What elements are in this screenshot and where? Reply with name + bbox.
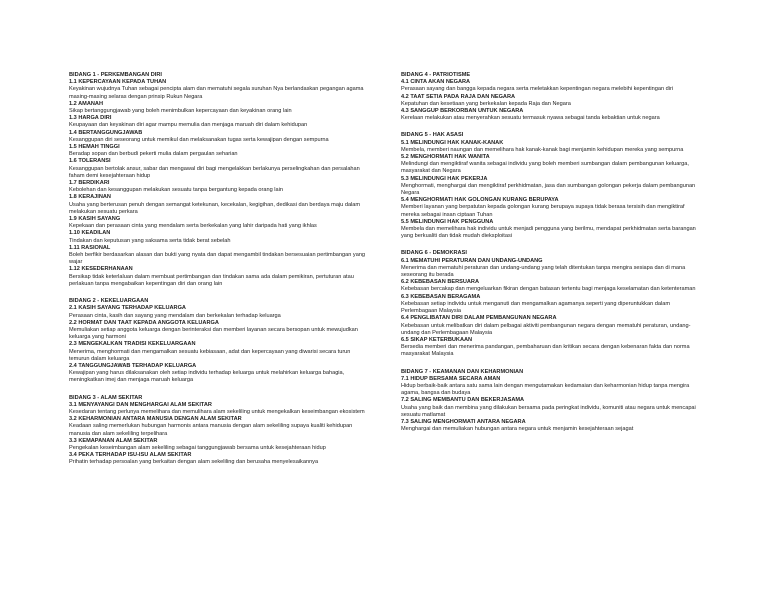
item-title: 2.3 MENGEKALKAN TRADISI KEKELUARGAAN (69, 341, 196, 348)
section-title: BIDANG 6 - DEMOKRASI (401, 250, 467, 257)
item-description: Tindakan dan keputusan yang saksama serta tidak berat sebelah (69, 237, 231, 244)
item-description: Kepekaan dan perasaan cinta yang mendalam serta berkekalan yang lahir daripada hati yang ikhlas (69, 223, 317, 230)
item-description: Kesanggupan diri seseorang untuk memikul dan melaksanakan tugas serta kewajipan dengan sempurna (69, 136, 329, 143)
item-title: 1.9 KASIH SAYANG (69, 216, 121, 223)
item-description: Perasaan cinta, kasih dan sayang yang mendalam dan berkekalan terhadap keluarga (69, 312, 281, 319)
item-description: Memuliakan setiap anggota keluarga dengan berinteraksi dan memberi layanan secara bersopan untuk mewujudkan keluarga yang harmoni (69, 326, 358, 341)
section-title: BIDANG 2 - KEKELUARGAAN (69, 298, 149, 305)
section-bidang-4 (401, 72, 701, 122)
item-description: Keadaan saling memerlukan hubungan harmonis antara manusia dengan alam sekeliling supaya kualiti kehidupan manusia dan alam sekeliling terpelihara (69, 423, 353, 437)
item-title: 3.2 KEHARMONIAN ANTARA MANUSIA DENGAN ALAM SEKITAR (69, 416, 242, 423)
section-bidang-7 (401, 369, 701, 434)
item-description: Melindungi dan mengiktiraf wanita sebagai individu yang boleh memberi sumbangan dalam pembangunan keluarga, masyarakat dan Negara (401, 161, 689, 175)
item-description: Usaha yang baik dan membina yang dilakukan bersama pada peringkat individu, komuniti atau negara untuk mencapai sesuatu matlamat (401, 404, 696, 418)
item-description: Kepatuhan dan kesetiaan yang berkekalan kepada Raja dan Negara (401, 100, 571, 107)
item-title: 4.1 CINTA AKAN NEGARA (401, 79, 471, 86)
section-title: BIDANG 3 - ALAM SEKITAR (69, 394, 143, 401)
item-title: 3.1 MENYAYANGI DAN MENGHARGAI ALAM SEKITAR (69, 401, 212, 408)
item-title: 5.4 MENGHORMATI HAK GOLONGAN KURANG BERUPAYA (401, 197, 559, 204)
item-description: Beradap sopan dan berbudi pekerti mulia dalam pergaulan seharian (69, 151, 238, 158)
section-title: BIDANG 1 - PERKEMBANGAN DIRI (69, 72, 162, 78)
item-description: Boleh berfikir berdasarkan alasan dan bukti yang nyata dan dapat mengambil tindakan bersesuaian pertimbangan yang wajar (69, 252, 366, 266)
item-description: Perasaan sayang dan bangga kepada negara serta meletakkan kepentingan negara melebihi kepentingan diri (401, 86, 674, 93)
item-description: Menerima dan mematuhi peraturan dan undang-undang yang telah ditentukan tanpa mengira sesiapa dan di mana seseorang itu berada (401, 264, 686, 279)
item-title: 5.3 MELINDUNGI HAK PEKERJA (401, 175, 488, 182)
item-description: Menghormati, menghargai dan mengiktiraf perkhidmatan, jasa dan sumbangan golongan pekerja dalam pembangunan Negara (401, 182, 696, 197)
item-title: 1.1 KEPERCAYAAN KEPADA TUHAN (69, 79, 167, 86)
section-bidang-1 (69, 72, 369, 288)
item-description: Hidup berbaik-baik antara satu sama lain dengan mengutamakan kedamaian dan keharmonian hidup tanpa mengira agama, bangsa dan budaya (401, 382, 690, 397)
item-description: Menerima, menghormati dan mengamalkan sesuatu kebiasaan, adat dan kepercayaan yang diwarisi secara turun temurun dalam keluarga (69, 348, 351, 362)
item-description: Kesanggupan bertolak ansur, sabar dan mengawal diri bagi mengelakkan berlakunya perselingkahan dan persalahan faham demi kesejahteraan hidup (69, 165, 360, 179)
item-title: 5.2 MENGHORMATI HAK WANITA (401, 154, 490, 161)
item-title: 2.2 HORMAT DAN TAAT KEPADA ANGGOTA KELUARGA (69, 319, 219, 326)
item-description: Kesedaran tentang perlunya memelihara dan memulihara alam sekeliling untuk mengekalkan keseimbangan ekosistem (69, 408, 365, 415)
item-title: 5.5 MELINDUNGI HAK PENGGUNA (401, 218, 494, 225)
item-title: 1.5 HEMAH TINGGI (69, 144, 120, 151)
section-title: BIDANG 5 - HAK ASASI (401, 132, 464, 139)
item-description: Usaha yang berterusan penuh dengan semangat ketekunan, kecekalan, kegigihan, dedikasi dan berdaya maju dalam melakukan sesuatu perkara (69, 201, 361, 215)
section-bidang-6 (401, 250, 701, 358)
item-title: 6.5 SIKAP KETERBUKAAN (401, 336, 473, 343)
item-description: Kewajipan yang harus dilaksanakan oleh setiap individu terhadap keluarga untuk melahirkan keluarga bahagia, meningkatkan imej dan menjaga maruah keluarga (69, 370, 345, 384)
section-bidang-5 (401, 132, 701, 240)
item-description: Pengekalan keseimbangan alam sekeliling sebagai tanggungjawab bersama untuk kesejahteraan hidup (69, 444, 326, 451)
item-title: 1.4 BERTANGGUNGJAWAB (69, 129, 143, 136)
item-description: Bersikap tidak keterlaluan dalam membuat pertimbangan dan tindakan sama ada dalam pemikiran, pertuturan atau perlakuan tanpa mengabaikan kepentingan diri dan orang lain (69, 273, 354, 287)
item-description: Keyakinan wujudnya Tuhan sebagai pencipta alam dan mematuhi segala suruhan Nya berlandaskan pegangan agama masing-masing selaras dengan prinsip Rukun Negara (69, 86, 364, 100)
item-title: 7.1 HIDUP BERSAMA SECARA AMAN (401, 375, 501, 382)
item-title: 6.4 PENGLIBATAN DIRI DALAM PEMBANGUNAN NEGARA (401, 315, 557, 322)
section-title: BIDANG 7 - KEAMANAN DAN KEHARMONIAN (401, 368, 524, 375)
item-title: 7.2 SALING MEMBANTU DAN BEKERJASAMA (401, 397, 525, 404)
item-title: 4.2 TAAT SETIA PADA RAJA DAN NEGARA (401, 93, 516, 100)
item-description: Prihatin terhadap persoalan yang berkaitan dengan alam sekeliling dan berusaha menyelesaikannya (69, 459, 319, 466)
item-title: 1.3 HARGA DIRI (69, 115, 112, 122)
item-title: 1.2 AMANAH (69, 100, 103, 107)
item-title: 6.3 KEBEBASAN BERAGAMA (401, 293, 481, 300)
item-title: 1.10 KEADILAN (69, 230, 111, 237)
item-title: 3.3 KEMAPANAN ALAM SEKITAR (69, 437, 158, 444)
section-bidang-2 (69, 298, 369, 384)
item-title: 1.7 BERDIKARI (69, 180, 110, 187)
item-title: 7.3 SALING MENGHORMATI ANTARA NEGARA (401, 418, 526, 425)
item-description: Memberi layanan yang berpatutan kepada golongan kurang berupaya supaya tidak berasa tersisih dan mengiktiraf mereka sebagai insan ciptaan Tuhan (401, 204, 685, 218)
item-title: 1.6 TOLERANSI (69, 158, 111, 165)
item-description: Bersedia memberi dan menerima pandangan, pembaharuan dan kritikan secara dengan kebenaran fakta dan norma masyarakat Malaysia (401, 344, 690, 358)
section-bidang-3 (69, 395, 369, 467)
item-title: 1.8 KERAJINAN (69, 194, 111, 201)
section-title: BIDANG 4 - PATRIOTISME (401, 72, 471, 78)
left-column (69, 72, 369, 477)
item-description: Kebolehan dan kesanggupan melakukan sesuatu tanpa bergantung kepada orang lain (69, 187, 283, 194)
item-title: 4.3 SANGGUP BERKORBAN UNTUK NEGARA (401, 108, 524, 115)
item-title: 2.4 TANGGUNGJAWAB TERHADAP KELUARGA (69, 362, 197, 369)
item-description: Menghargai dan memuliakan hubungan antara negara untuk menjamin kesejahteraan sejagat (401, 426, 634, 433)
item-description: Kerelaan melakukan atau menyerahkan sesuatu termasuk nyawa sebagai tanda kebaktian untuk negara (401, 115, 660, 122)
item-title: 2.1 KASIH SAYANG TERHADAP KELUARGA (69, 305, 186, 312)
item-title: 5.1 MELINDUNGI HAK KANAK-KANAK (401, 139, 504, 146)
item-title: 1.12 KESEDERHANAAN (69, 266, 133, 273)
item-description: Kebebasan bercakap dan mengeluarkan fikiran dengan batasan tertentu bagi menjaga keselamatan dan ketenteraman (401, 286, 696, 293)
item-description: Membela, memberi naungan dan memelihara hak kanak-kanak bagi menjamin kehidupan mereka yang sempurna (401, 146, 684, 153)
item-title: 1.11 RASIONAL (69, 244, 111, 251)
item-title: 6.2 KEBEBASAN BERSUARA (401, 279, 480, 286)
item-description: Kebebasan untuk melibatkan diri dalam pelbagai aktiviti pembangunan negara dengan mematuhi peraturan, undang-undang dan Perlembagaan Malaysia (401, 322, 691, 336)
item-title: 3.4 PEKA TERHADAP ISU-ISU ALAM SEKITAR (69, 452, 192, 459)
item-title: 6.1 MEMATUHI PERATURAN DAN UNDANG-UNDANG (401, 257, 543, 264)
item-description: Membela dan memelihara hak individu untuk menjadi pengguna yang berilmu, mendapat perkhidmatan serta barangan yang berkualiti dan tidak mudah dieksploitasi (401, 226, 696, 240)
item-description: Sikap bertanggungjawab yang boleh menimbulkan kepercayaan dan keyakinan orang lain (69, 108, 292, 115)
item-description: Keupayaan dan keyakinan diri agar mampu memulia dan menjaga maruah diri dalam kehidupan (69, 122, 308, 129)
right-column (401, 72, 701, 443)
item-description: Kebebasan setiap individu untuk menganuti dan mengamalkan agamanya seperti yang diperuntukkan dalam Perlembagaan Malaysia (401, 300, 670, 315)
